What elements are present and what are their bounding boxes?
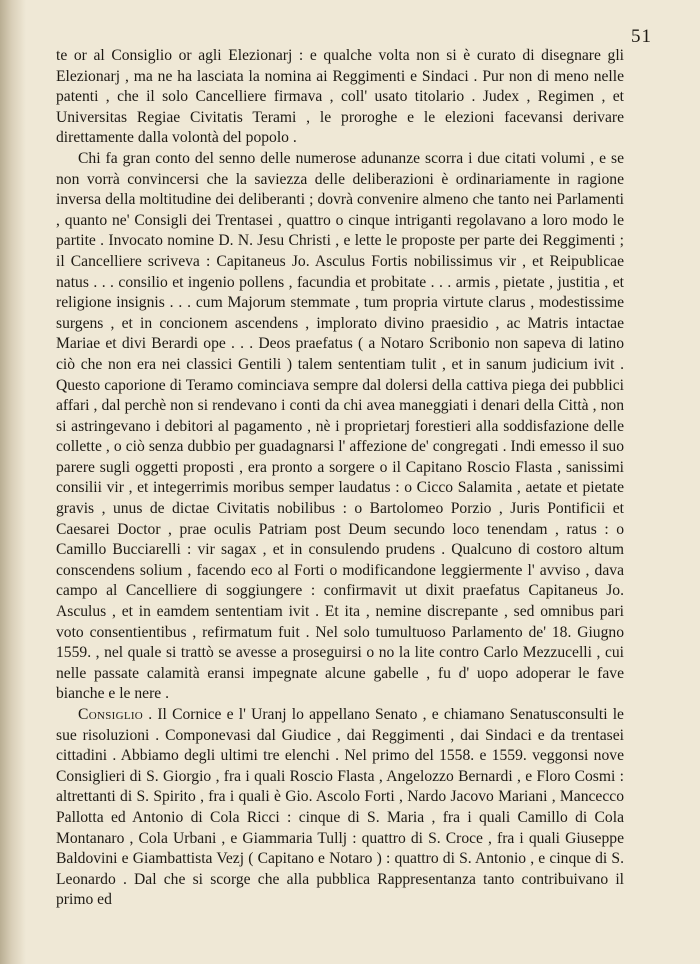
section-lead-word: Consiglio bbox=[78, 706, 144, 723]
paragraph-3 bbox=[56, 705, 624, 911]
paragraph-1-text: te or al Consiglio or agli Elezionarj : e qualche volta non si è curato di disegnare gli Elezionarj , ma ne ha lasciata la nomina ai Reggimenti e Sindaci . Pur non di meno nelle patenti , che il solo Cancelliere firmava , coll' usato titolario . Judex , Regimen , et Universitas Regiae Civitatis Terami , le proroghe e le elezioni facevansi derivare direttamente dalla volontà del popolo . bbox=[56, 47, 624, 147]
paragraph-2-text: Chi fa gran conto del senno delle numerose adunanze scorra i due citati volumi , e se non vorrà convincersi che la saviezza delle deliberazioni è ordinariamente in ragione inversa della moltitudine dei deliberanti ; dovrà convenire almeno che tanto nei Parlamenti , quanto ne' Consigli dei Trentasei , quattro o cinque intriganti regolavano a loro modo le partite . Invocato nomine D. N. Jesu Christi , e lette le proposte per parte dei Reggimenti ; il Cancelliere scriveva : Capitaneus Jo. Asculus Fortis nobilissimus vir , et Reipublicae natus . . . consilio et ingenio pollens , facundia et probitate . . . armis , pietate , justitia , et religione insignis . . . cum Majorum stemmate , tum propria virtute clarus , modestissime surgens , et in concionem ascendens , implorato divino praesidio , ac Matris intactae Mariae et divi Berardi ope . . . Deos praefatus ( a Notaro Scribonio non sapeva di latino ciò che non era nei classici Gentili ) talem sententiam tulit , et in sanum judicium ivit . Questo caporione di Teramo cominciava sempre dal dolersi della cattiva piega dei pubblici affari , dal perchè non si rendevano i conti da chi avea maneggiati i denari della Città , non si astringevano i debitori al pagamento , nè i proprietarj forestieri alla soddisfazione delle collette , o ciò senza dubbio per guadagnarsi l' affezione de' congregati . Indi emesso il suo parere sugli oggetti proposti , era pronto a sorgere o il Capitano Roscio Flasta , sanissimi consilii vir , et integerrimis moribus semper laudatus : o Cicco Salamita , aetate et pietate gravis , unus de dictae Civitatis nobilibus : o Bartolomeo Porzio , Juris Pontificii et Caesarei Doctor , prae oculis Patriam post Deum secundo loco tenendam , ratus : o Camillo Bucciarelli : vir sagax , et in consulendo prudens . Qualcuno di costoro altum conscendens solium , facendo eco al Forti o modificandone leggiermente l' avviso , dava campo al Cancelliere di soggiungere : confirmavit ut dixit praefatus Capitaneus Jo. Asculus , et in eamdem sententiam ivit . Et ita , nemine discrepante , sed omnibus pari voto consentientibus , refirmatum fuit . Nel solo tumultuoso Parlamento de' 18. Giugno 1559. , nel quale si trattò se avesse a proseguirsi o no la lite contro Carlo Mezzucelli , cui nelle passate calamità eransi impegnate alcune gabelle , fu d' uopo adoperar le fave bianche e le nere . bbox=[56, 149, 624, 703]
paragraph-1 bbox=[56, 46, 624, 149]
paragraph-2 bbox=[56, 149, 624, 705]
page-gutter-shadow bbox=[0, 0, 26, 964]
paragraph-3-text: . Il Cornice e l' Uranj lo appellano Senato , e chiamano Senatusconsulti le sue risoluzioni . Componevasi dal Giudice , dai Reggimenti , dai Sindaci e da trentasei cittadini . Abbiamo degli ultimi tre elenchi . Nel primo del 1558. e 1559. veggonsi nove Consiglieri di S. Giorgio , fra i quali Roscio Flasta , Angelozzo Bernardi , e Floro Cosmi : altrettanti di S. Spirito , fra i quali è Gio. Ascolo Forti , Nardo Jacovo Mariani , Mancecco Pallotta ed Antonio di Cola Ricci : cinque di S. Maria , fra i quali Camillo di Cola Montanaro , Cola Urbani , e Giammaria Tullj : quattro di S. Croce , fra i quali Giuseppe Baldovini e Giambattista Vezj ( Capitano e Notaro ) : quattro di S. Antonio , e cinque di S. Leonardo . Dal che si scorge che alla pubblica Rappresentanza tanto contribuivano il primo ed bbox=[56, 706, 624, 909]
body-text bbox=[56, 46, 624, 911]
page-number: 51 bbox=[631, 26, 652, 47]
